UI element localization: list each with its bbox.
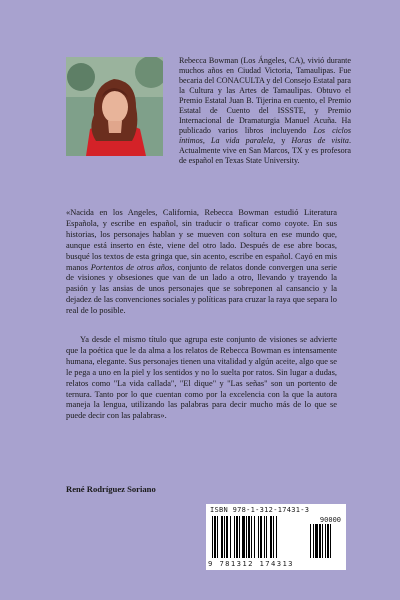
review-author: René Rodríguez Soriano bbox=[66, 484, 156, 494]
price-bar bbox=[330, 524, 331, 558]
barcode-bar bbox=[230, 516, 231, 558]
barcode-bar bbox=[242, 516, 245, 558]
barcode-bar bbox=[226, 516, 228, 558]
barcode-bar bbox=[276, 516, 277, 558]
barcode-bar bbox=[221, 516, 223, 558]
book-title: Horas de visita bbox=[291, 136, 349, 145]
price-bar bbox=[315, 524, 318, 558]
barcode-bar bbox=[234, 516, 235, 558]
barcode-bar bbox=[236, 516, 238, 558]
barcode-bar bbox=[214, 516, 216, 558]
isbn-label: ISBN 978-1-312-17431-3 bbox=[210, 506, 310, 514]
author-photo bbox=[66, 57, 163, 156]
price-bar bbox=[327, 524, 329, 558]
barcode-bar bbox=[254, 516, 255, 558]
price-bar bbox=[322, 524, 323, 558]
barcode-bar bbox=[246, 516, 247, 558]
price-bar bbox=[313, 524, 314, 558]
review-paragraph-2: Ya desde el mismo título que agrupa este conjunto de visiones se advierte que la poética que le da alma a los relatos de Rebecca Bowman es intensamente humana, elegante. Sus personajes tienen una vitalidad y algún aceite, algo que se le pega a uno en la piel y los sentidos y no lo suelta por ratos. Sin lugar a dudas, relatos como "La vida callada", "El dique" y "Las señas" son un portento de ternura. Tanto por lo que cuentan como por la excelencia con la que la autora maneja la lengua, utilizando las palabras para decir mucho más de lo que se puede decir con las palabras». bbox=[66, 335, 337, 421]
book-title: Portentos de otros años bbox=[90, 262, 173, 272]
review-paragraph-1: «Nacida en los Angeles, California, Rebecca Bowman estudió Literatura Española, y escribe en español, sin traducir o traficar como coyote. En sus historias, los personajes hablan y se mueven con soltura en ese mundo que, aunque está inserto en éste, viene del otro lado. Después de ese abre bocas, busqué los textos de esta gringa que, sin acento, escribe en español. Cayó en mis manos Portentos de otros años, conjunto de relatos donde convergen una serie de visiones y obsesiones que van de un lado a otro, llevando y trayendo la pasión y las ansias de unos personajes que se sobreponen al cansancio y la dejadez de las convenciones sociales y políticas para cruzar la raya que separa lo real de lo posible. bbox=[66, 208, 337, 316]
barcode-bar bbox=[239, 516, 240, 558]
price-bar bbox=[310, 524, 311, 558]
barcode-bar bbox=[248, 516, 250, 558]
barcode-bar bbox=[266, 516, 267, 558]
barcode-bar bbox=[264, 516, 265, 558]
price-bar bbox=[319, 524, 321, 558]
barcode-bar bbox=[217, 516, 218, 558]
barcode-bar bbox=[212, 516, 213, 558]
book-title: La vida paralela bbox=[210, 136, 274, 145]
barcode-bar bbox=[224, 516, 225, 558]
price-bar bbox=[325, 524, 326, 558]
barcode-bar bbox=[270, 516, 272, 558]
price-code: 90000 bbox=[319, 516, 341, 524]
isbn-digits: 9 781312 174313 bbox=[208, 559, 294, 568]
barcode-bar bbox=[260, 516, 262, 558]
isbn-barcode bbox=[206, 504, 346, 570]
author-bio: Rebecca Bowman (Los Ángeles, CA), vivió durante muchos años en Ciudad Victoria, Tamaulipas. Fue becaria del CONACULTA y del Consejo Estatal para la Cultura y las Artes de Tamaulipas. Obtuvo el Premio Estatal Juan B. Tijerina en cuento, el Premio Estatal de Cuento del ISSSTE, y Premio Internacional de Dramaturgia Manuel Acuña. Ha publicado varios libros incluyendo Los ciclos íntimos, La vida paralela, y Horas de visita. Actualmente vive en San Marcos, TX y es profesora de español en Texas State University. bbox=[179, 56, 351, 165]
barcode-bar bbox=[251, 516, 252, 558]
barcode-bar bbox=[258, 516, 259, 558]
barcode-bar bbox=[273, 516, 274, 558]
book-title: Los ciclos íntimos bbox=[179, 126, 351, 145]
